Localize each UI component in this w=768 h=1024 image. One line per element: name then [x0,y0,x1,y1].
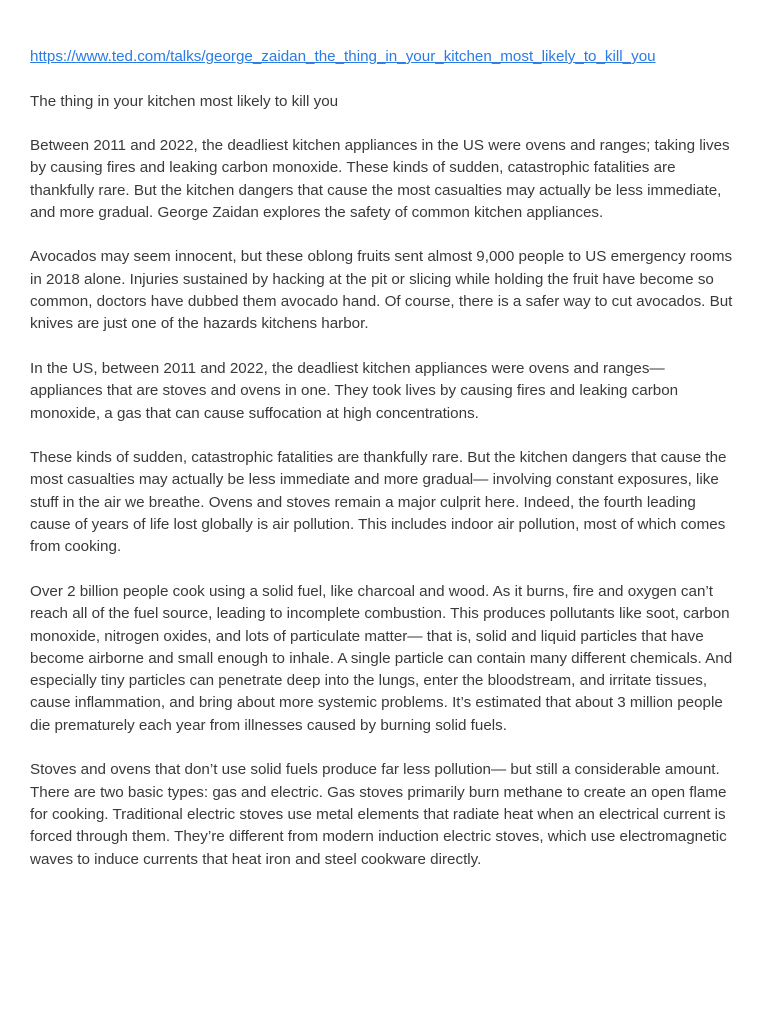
paragraph-avocados: Avocados may seem innocent, but these oblong fruits sent almost 9,000 people to US emergency rooms in 2018 alone. Injuries sustained by hacking at the pit or slicing while holding the fruit have become so common, doctors have dubbed them avocado hand. Of course, there is a safer way to cut avocados. But knives are just one of the hazards kitchens harbor. [30,248,733,333]
paragraph-gas-electric: Stoves and ovens that don’t use solid fuels produce far less pollution— but still a considerable amount. There are two basic types: gas and electric. Gas stoves primarily burn methane to create an open flame for cooking. Traditional electric stoves use metal elements that radiate heat when an electrical current is forced through them. They’re different from modern induction electric stoves, which use electromagnetic waves to induce currents that heat iron and steel cookware directly. [30,761,727,868]
source-link[interactable]: https://www.ted.com/talks/george_zaidan_the_thing_in_your_kitchen_most_likely_to_kill_you [30,48,656,65]
paragraph-solid-fuel: Over 2 billion people cook using a solid fuel, like charcoal and wood. As it burns, fire and oxygen can’t reach all of the fuel source, leading to incomplete combustion. This produces pollutants like soot, carbon monoxide, nitrogen oxides, and lots of particulate matter— that is, solid and liquid particles that have become airborne and small enough to inhale. A single particle can contain many different chemicals. And especially tiny particles can penetrate deep into the lungs, enter the bloodstream, and irritate tissues, cause inflammation, and bring about more systemic problems. It’s estimated that about 3 million people die prematurely each year from illnesses caused by burning solid fuels. [30,582,733,734]
paragraph-air-pollution: These kinds of sudden, catastrophic fatalities are thankfully rare. But the kitchen dangers that cause the most casualties may actually be less immediate and more gradual— involving constant exposures, like stuff in the air we breathe. Ovens and stoves remain a major culprit here. Indeed, the fourth leading cause of years of life lost globally is air pollution. This includes indoor air pollution, most of which comes from cooking. [30,449,727,556]
talk-title: The thing in your kitchen most likely to kill you [30,92,339,110]
paragraph-intro: Between 2011 and 2022, the deadliest kitchen appliances in the US were ovens and ranges; taking lives by causing fires and leaking carbon monoxide. These kinds of sudden, catastrophic fatalities are thankfully rare. But the kitchen dangers that cause the most casualties may actually be less immediate, and more gradual. George Zaidan explores the safety of common kitchen appliances. [30,137,730,221]
paragraph-ovens-ranges: In the US, between 2011 and 2022, the deadliest kitchen appliances were ovens and ranges— appliances that are stoves and ovens in one. They took lives by causing fires and leaking carbon monoxide, a gas that can cause suffocation at high concentrations. [30,359,679,422]
